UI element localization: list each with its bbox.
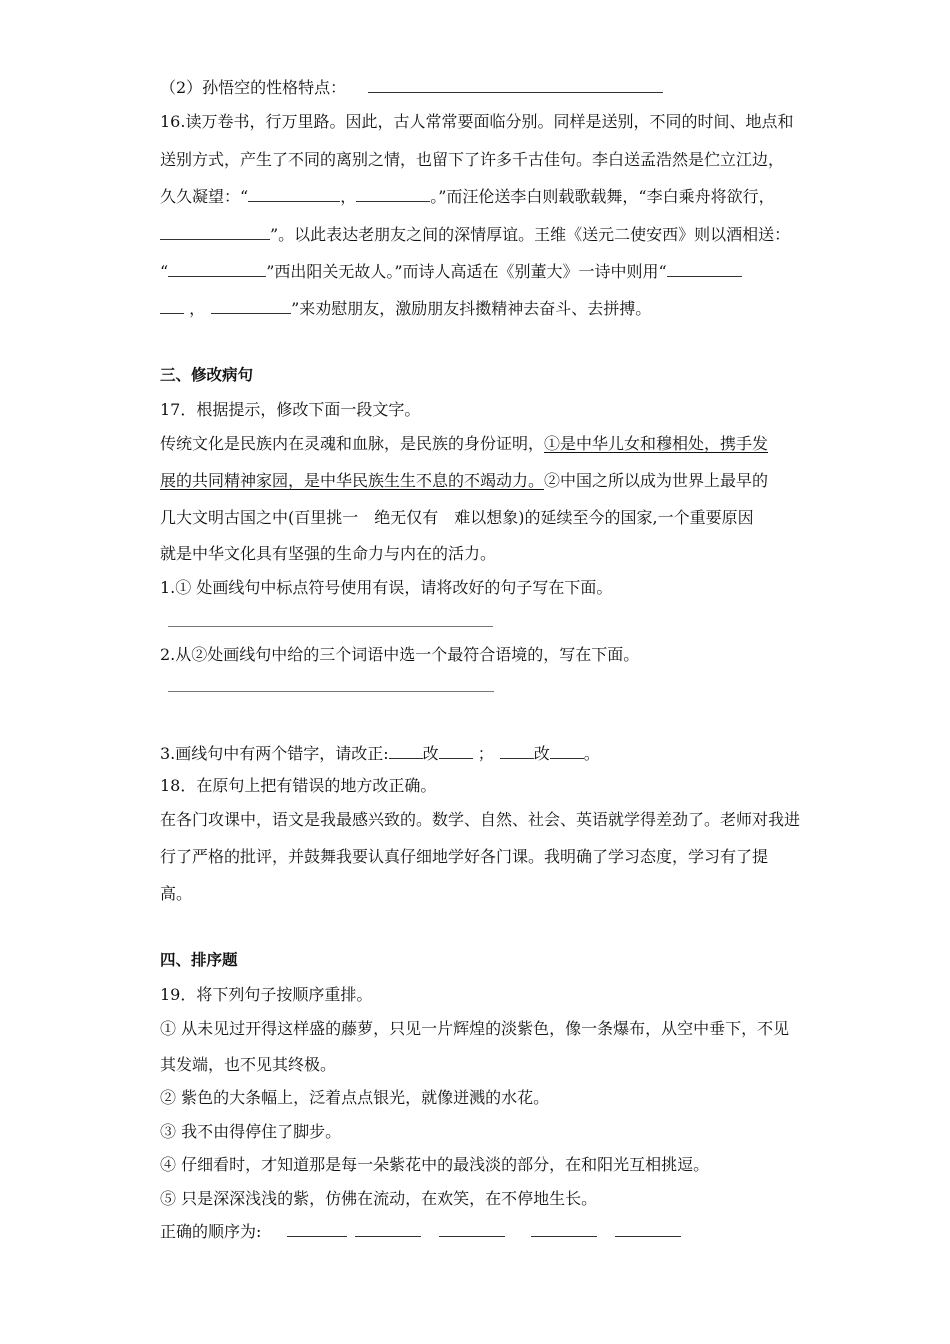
order-blank-5[interactable] bbox=[615, 1236, 681, 1237]
answer-blank[interactable] bbox=[500, 758, 534, 759]
q17-sub-3: 3.画线句中有两个错字，请改正: 改 ； 改 。 bbox=[160, 744, 600, 763]
answer-blank[interactable] bbox=[211, 313, 291, 314]
q19-answer: 正确的顺序为: bbox=[160, 1222, 681, 1242]
order-blank-3[interactable] bbox=[439, 1236, 505, 1237]
order-blank-2[interactable] bbox=[355, 1236, 421, 1237]
q19-item-5: ⑤ 只是深深浅浅的紫，仿佛在流动，在欢笑，在不停地生长。 bbox=[160, 1189, 598, 1208]
answer-blank[interactable] bbox=[368, 92, 663, 93]
q17-para-line-4: 就是中华文化具有坚强的生命力与内在的活力。 bbox=[160, 544, 497, 563]
q18-line-3: 高。 bbox=[160, 884, 193, 903]
q17-sub-1: 1.① 处画线句中标点符号使用有误，请将改好的句子写在下面。 bbox=[160, 578, 613, 597]
answer-blank[interactable] bbox=[356, 201, 430, 202]
section-4-title: 四、排序题 bbox=[160, 951, 238, 969]
q19-item-2: ② 紫色的大条幅上，泛着点点银光，就像迸溅的水花。 bbox=[160, 1088, 550, 1107]
q15-sub2: （2）孙悟空的性格特点： bbox=[160, 78, 663, 98]
answer-blank[interactable] bbox=[389, 758, 423, 759]
answer-line[interactable] bbox=[168, 626, 493, 627]
answer-blank[interactable] bbox=[248, 201, 340, 202]
q16-line-2: 送别方式，产生了不同的离别之情，也留下了许多千古佳句。李白送孟浩然是伫立江边， bbox=[160, 150, 785, 169]
answer-blank[interactable] bbox=[160, 313, 184, 314]
q17-para-line-2: 展的共同精神家园，是中华民族生生不息的不竭动力。②中国之所以成为世界上最早的 bbox=[160, 471, 769, 490]
q18-line-1: 在各门攻课中，语文是我最感兴致的。数学、自然、社会、英语就学得差劲了。老师对我进 bbox=[160, 810, 801, 829]
q19-item-1-cont: 其发端，也不见其终极。 bbox=[160, 1055, 337, 1074]
order-blank-4[interactable] bbox=[531, 1236, 597, 1237]
answer-blank[interactable] bbox=[168, 276, 266, 277]
q18-stem: 18．在原句上把有错误的地方改正确。 bbox=[160, 776, 437, 795]
q17-para-line-1: 传统文化是民族内在灵魂和血脉，是民族的身份证明，①是中华儿女和穆相处，携手发 bbox=[160, 434, 769, 453]
q17-sub-2: 2.从②处画线句中给的三个词语中选一个最符合语境的，写在下面。 bbox=[160, 645, 640, 664]
q16-line-3: 久久凝望：“ ， 。”而汪伦送李白则载歌载舞，“李白乘舟将欲行， bbox=[160, 187, 775, 206]
q19-item-3: ③ 我不由得停住了脚步。 bbox=[160, 1122, 342, 1141]
q16-line-5: “ ”西出阳关无故人。”而诗人高适在《别董大》一诗中则用“ bbox=[160, 262, 742, 282]
answer-blank[interactable] bbox=[550, 758, 584, 759]
q17-para-line-3: 几大文明古国之中(百里挑一 绝无仅有 难以想象)的延续至今的国家,一个重要原因 bbox=[160, 508, 754, 527]
q19-item-1: ① 从未见过开得这样盛的藤萝，只见一片辉煌的淡紫色，像一条爆布，从空中垂下，不见 bbox=[160, 1019, 790, 1038]
section-3-title: 三、修改病句 bbox=[160, 366, 254, 384]
q19-item-4: ④ 仔细看时，才知道那是每一朵紫花中的最浅淡的部分，在和阳光互相挑逗。 bbox=[160, 1155, 710, 1174]
order-blank-1[interactable] bbox=[287, 1236, 347, 1237]
answer-blank[interactable] bbox=[439, 758, 473, 759]
q16-line-4: ”。以此表达老朋友之间的深情厚谊。王维《送元二使安西》则以酒相送： bbox=[160, 225, 790, 245]
q19-stem: 19．将下列句子按顺序重排。 bbox=[160, 985, 373, 1004]
q16-line-6: ， ”来劝慰朋友，激励朋友抖擞精神去奋斗、去拼搏。 bbox=[160, 299, 651, 319]
answer-line[interactable] bbox=[168, 691, 494, 692]
answer-blank[interactable] bbox=[667, 276, 742, 277]
q17-stem: 17．根据提示，修改下面一段文字。 bbox=[160, 400, 421, 419]
answer-blank[interactable] bbox=[160, 239, 270, 240]
q18-line-2: 行了严格的批评，并鼓舞我要认真仔细地学好各门课。我明确了学习态度，学习有了提 bbox=[160, 847, 769, 866]
q16-line-1: 16.读万卷书，行万里路。因此，古人常常要面临分别。同样是送别，不同的时间、地点和 bbox=[160, 112, 794, 131]
